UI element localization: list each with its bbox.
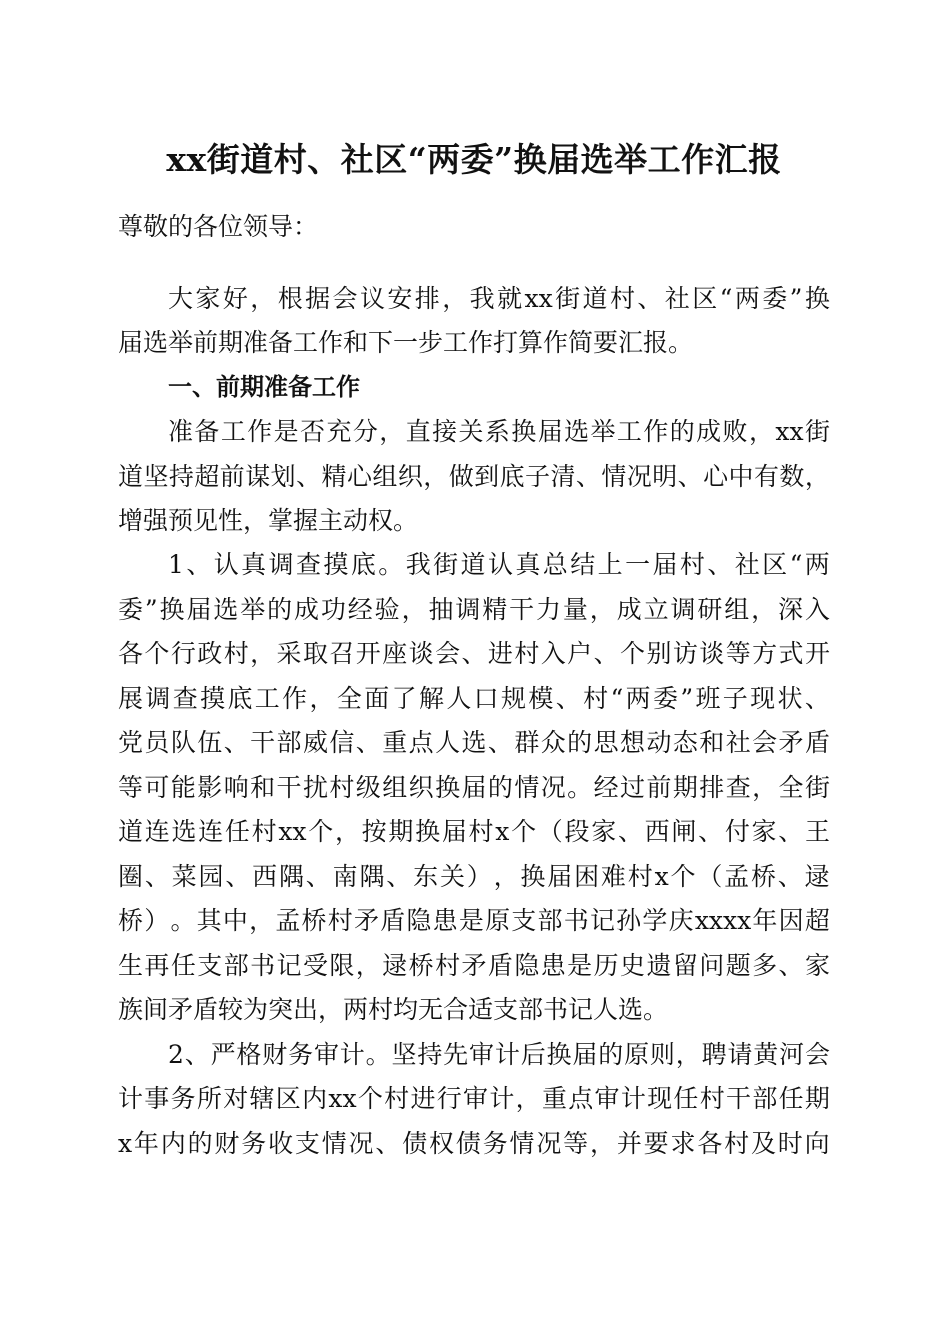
paragraph-line: 圈 、 菜 园 、 西 隅 、 南 隅 、 东 关 ） ， 换 届 困 难 村 x 个 （ 孟 桥 、 逯 (118, 862, 830, 891)
paragraph-line: 委 ” 换 届 选 举 的 成 功 经 验 ， 抽 调 精 干 力 量 ， 成 立 调 研 组 ， 深 入 (118, 595, 830, 624)
paragraph-line: 展 调 查 摸 底 工 作 ， 全 面 了 解 人 口 规 模 、 村 “ 两 委 ” 班 子 现 状 、 (118, 684, 830, 713)
paragraph-line: 道 坚 持 超 前 谋 划 、 精 心 组 织 ， 做 到 底 子 清 、 情 况 明 、 心 中 有 数 ， (118, 462, 830, 491)
paragraph-line: 尊敬的各位领导： (118, 212, 319, 241)
section-heading: 一、前期准备工作 (168, 373, 360, 401)
document-title: xx街道村、社区“两委”换届选举工作汇报 (166, 140, 782, 179)
paragraph-line: 届选举前期准备工作和下一步工作打算作简要汇报。 (118, 328, 694, 357)
paragraph-line: 各 个 行 政 村 ， 采 取 召 开 座 谈 会 、 进 村 入 户 、 个 别 访 谈 等 方 式 开 (118, 639, 830, 668)
paragraph-line: 等 可 能 影 响 和 干 扰 村 级 组 织 换 届 的 情 况 。 经 过 前 期 排 查 ， 全 街 (118, 773, 830, 802)
paragraph-line: 桥 ） 。 其 中 ， 孟 桥 村 矛 盾 隐 患 是 原 支 部 书 记 孙 学 庆 xxxx 年 因 超 (118, 906, 830, 935)
paragraph-line: x 年 内 的 财 务 收 支 情 况 、 债 权 债 务 情 况 等 ， 并 要 求 各 村 及 时 向 (118, 1129, 830, 1158)
paragraph-line: 计 事 务 所 对 辖 区 内 xx 个 村 进 行 审 计 ， 重 点 审 计 现 任 村 干 部 任 期 (118, 1084, 830, 1113)
paragraph-line: 准 备 工 作 是 否 充 分 ， 直 接 关 系 换 届 选 举 工 作 的 成 败 ， xx 街 (168, 417, 830, 446)
paragraph-line: 1 、 认 真 调 查 摸 底 。 我 街 道 认 真 总 结 上 一 届 村 、 社 区 “ 两 (168, 550, 830, 579)
paragraph-line: 党 员 队 伍 、 干 部 威 信 、 重 点 人 选 、 群 众 的 思 想 动 态 和 社 会 矛 盾 (118, 728, 830, 757)
paragraph-line: 大 家 好 ， 根 据 会 议 安 排 ， 我 就 xx 街 道 村 、 社 区 “ 两 委 ” 换 (168, 284, 830, 313)
document-page (118, 0, 830, 1344)
paragraph-line: 增强预见性，掌握主动权。 (118, 506, 419, 535)
paragraph-line: 族间矛盾较为突出，两村均无合适支部书记人选。 (118, 995, 669, 1024)
paragraph-line: 生 再 任 支 部 书 记 受 限 ， 逯 桥 村 矛 盾 隐 患 是 历 史 遗 留 问 题 多 、 家 (118, 951, 830, 980)
paragraph-line: 2 、 严 格 财 务 审 计 。 坚 持 先 审 计 后 换 届 的 原 则 ， 聘 请 黄 河 会 (168, 1040, 830, 1069)
paragraph-line: 道 连 选 连 任 村 xx 个 ， 按 期 换 届 村 x 个 （ 段 家 、 西 闸 、 付 家 、 王 (118, 817, 830, 846)
